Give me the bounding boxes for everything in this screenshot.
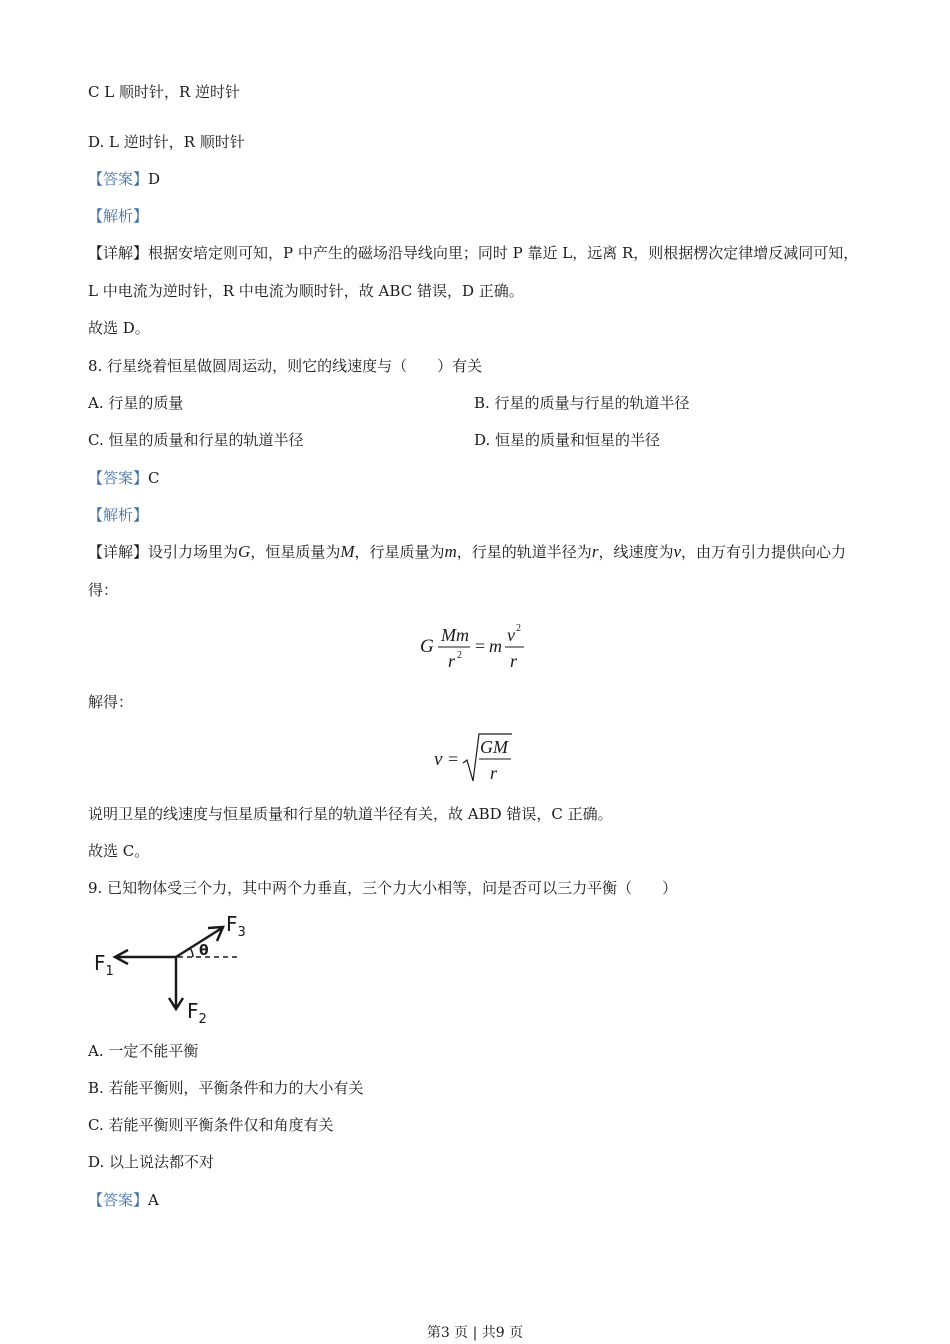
formula-g: G: [420, 636, 434, 657]
angle-arc: [190, 948, 193, 957]
q9-option-a: A. 一定不能平衡: [88, 1042, 199, 1060]
q7-option-d: D. L 逆时针，R 顺时针: [88, 133, 245, 151]
q9-option-c: C. 若能平衡则平衡条件仅和角度有关: [88, 1116, 334, 1134]
q8-stem: 8. 行星绕着恒星做圆周运动，则它的线速度与（ ）有关: [88, 357, 483, 375]
f1-label: $F_1$: [94, 951, 114, 979]
q7-option-c: C L 顺时针，R 逆时针: [88, 83, 241, 101]
answer-value: C: [148, 469, 160, 487]
formula-den-r: r: [490, 763, 498, 783]
formula-num-gm: GM: [480, 737, 508, 757]
formula-den-r2: r: [510, 651, 518, 671]
q8-explain: 说明卫星的线速度与恒星质量和行星的轨道半径有关，故 ABD 错误，C 正确。: [88, 805, 613, 823]
q8-conclusion: 故选 C。: [88, 842, 150, 860]
angle-theta-label: θ: [199, 943, 209, 959]
q9-option-b: B. 若能平衡则，平衡条件和力的大小有关: [88, 1079, 364, 1097]
force-diagram: [90, 910, 260, 1028]
detail-text-3: ，行星质量为: [354, 543, 445, 561]
formula-v: v: [434, 749, 443, 770]
q8-option-d: D. 恒星的质量和恒星的半径: [474, 431, 661, 449]
q7-conclusion: 故选 D。: [88, 319, 150, 337]
formula-den-r: r: [448, 651, 456, 671]
detail-tag: 【详解】: [88, 543, 149, 561]
var-m-upper: M: [340, 542, 355, 561]
formula-equals: =: [448, 749, 459, 769]
var-g: G: [238, 542, 251, 561]
q8-answer: [88, 468, 160, 488]
f3-label: $F_3$: [226, 912, 246, 940]
var-r: r: [591, 542, 599, 561]
q9-option-d: D. 以上说法都不对: [88, 1153, 215, 1171]
detail-text-6: ，由万有引力提供向心力得：: [88, 543, 847, 599]
f2-label: $F_2$: [187, 999, 207, 1027]
velocity-formula: [432, 730, 524, 786]
q8-solve-label: 解得：: [88, 693, 134, 711]
q7-detail: [88, 234, 868, 310]
q8-option-a: A. 行星的质量: [88, 394, 184, 412]
detail-tag: 【详解】: [88, 244, 149, 262]
var-m-lower: m: [444, 542, 457, 561]
formula-m: m: [489, 636, 502, 656]
formula-equals: =: [475, 636, 486, 656]
answer-value: A: [148, 1191, 159, 1209]
detail-text-5: ，线速度为: [598, 543, 674, 561]
formula-num-v: v: [507, 625, 515, 645]
formula-num-mm: Mm: [441, 625, 469, 645]
q8-analysis-tag: 【解析】: [88, 506, 149, 524]
detail-text-2: ，恒星质量为: [250, 543, 341, 561]
detail-text-4: ，行星的轨道半径为: [456, 543, 592, 561]
q7-analysis-tag: 【解析】: [88, 207, 149, 225]
formula-den-exp: 2: [457, 650, 462, 661]
answer-tag: 【答案】: [88, 170, 149, 188]
q8-detail: [88, 533, 868, 609]
answer-tag: 【答案】: [88, 469, 149, 487]
q8-option-b: B. 行星的质量与行星的轨道半径: [474, 394, 690, 412]
detail-text: 根据安培定则可知，P 中产生的磁场沿导线向里；同时 P 靠近 L，远离 R，则根据楞次定律增反减同可知，L 中电流为逆时针，R 中电流为顺时针，故 ABC 错误，D 正确。: [88, 244, 859, 300]
detail-text-1: 设引力场里为: [148, 543, 239, 561]
q8-option-c: C. 恒星的质量和行星的轨道半径: [88, 431, 304, 449]
q9-answer: [88, 1190, 159, 1210]
var-v: v: [673, 542, 681, 561]
q9-stem: 9. 已知物体受三个力，其中两个力垂直，三个力大小相等，问是否可以三力平衡（ ）: [88, 879, 678, 897]
answer-value: D: [148, 170, 161, 188]
page-footer: 第3 页 | 共9 页: [426, 1325, 524, 1341]
q7-answer: [88, 169, 160, 189]
answer-tag: 【答案】: [88, 1191, 149, 1209]
gravity-formula: [418, 620, 538, 676]
formula-num-exp: 2: [516, 623, 521, 634]
